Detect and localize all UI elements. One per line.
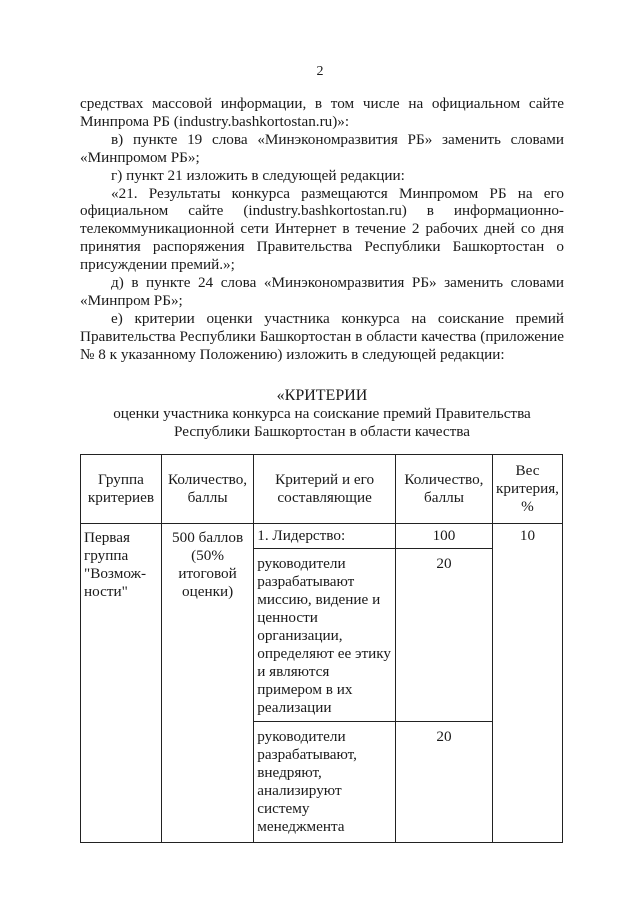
criteria-table (80, 454, 563, 843)
paragraph: е) критерии оценки участника конкурса на соискание премий Правительства Республики Башкортостан в области качества (приложение № 8 к указанному Положению) изложить в следующей редакции: (80, 309, 564, 363)
paragraph: г) пункт 21 изложить в следующей редакции: (111, 166, 405, 184)
criteria-title: «КРИТЕРИИ (276, 387, 368, 404)
criterion-cell: руководители разрабатывают миссию, видение и ценности организации, определяют ее этику и являются примером в их реализации (254, 549, 396, 722)
table-header-row (81, 455, 563, 524)
page-number: 2 (316, 64, 324, 79)
criteria-subtitle-line: оценки участника конкурса на соискание премий Правительства (113, 405, 531, 422)
criterion-cell: 1. Лидерство: (254, 524, 396, 549)
criterion-cell: руководители разрабатывают, внедряют, анализируют систему менеджмента (254, 722, 396, 843)
header-group-points: Количество, баллы (161, 455, 253, 524)
criteria-heading (80, 387, 564, 441)
table-row (81, 524, 563, 549)
header-criterion-points: Количество, баллы (395, 455, 492, 524)
header-criterion: Критерий и его составляющие (254, 455, 396, 524)
criteria-subtitle-line: Республики Башкортостан в области качества (173, 423, 471, 440)
group-points-cell: 500 баллов (50% итоговой оценки) (161, 524, 253, 843)
criterion-points-cell: 20 (395, 722, 492, 843)
criterion-points-cell: 20 (395, 549, 492, 722)
header-weight: Вес критерия, % (492, 455, 562, 524)
criterion-points-cell: 100 (395, 524, 492, 549)
header-group: Группа критериев (81, 455, 162, 524)
paragraph: в) пункте 19 слова «Минэкономразвития РБ» заменить словами «Минпромом РБ»; (80, 130, 564, 166)
document-body (80, 95, 564, 364)
paragraph: «21. Результаты конкурса размещаются Минпромом РБ на его официальном сайте (industry.bashkortostan.ru) в информационно-телекоммуникационной сети Интернет в течение 2 рабочих дней со дня принятия распоряжения Правительства Республики Башкортостан о присуждении премий.»; (80, 184, 564, 274)
paragraph: д) в пункте 24 слова «Минэкономразвития РБ» заменить словами «Минпром РБ»; (80, 274, 564, 309)
group-name-cell: Первая группа "Возмож-ности" (81, 524, 162, 843)
weight-cell: 10 (492, 524, 562, 843)
paragraph: средствах массовой информации, в том числе на официальном сайте Минпрома РБ (industry.bashkortostan.ru)»: (80, 95, 564, 130)
